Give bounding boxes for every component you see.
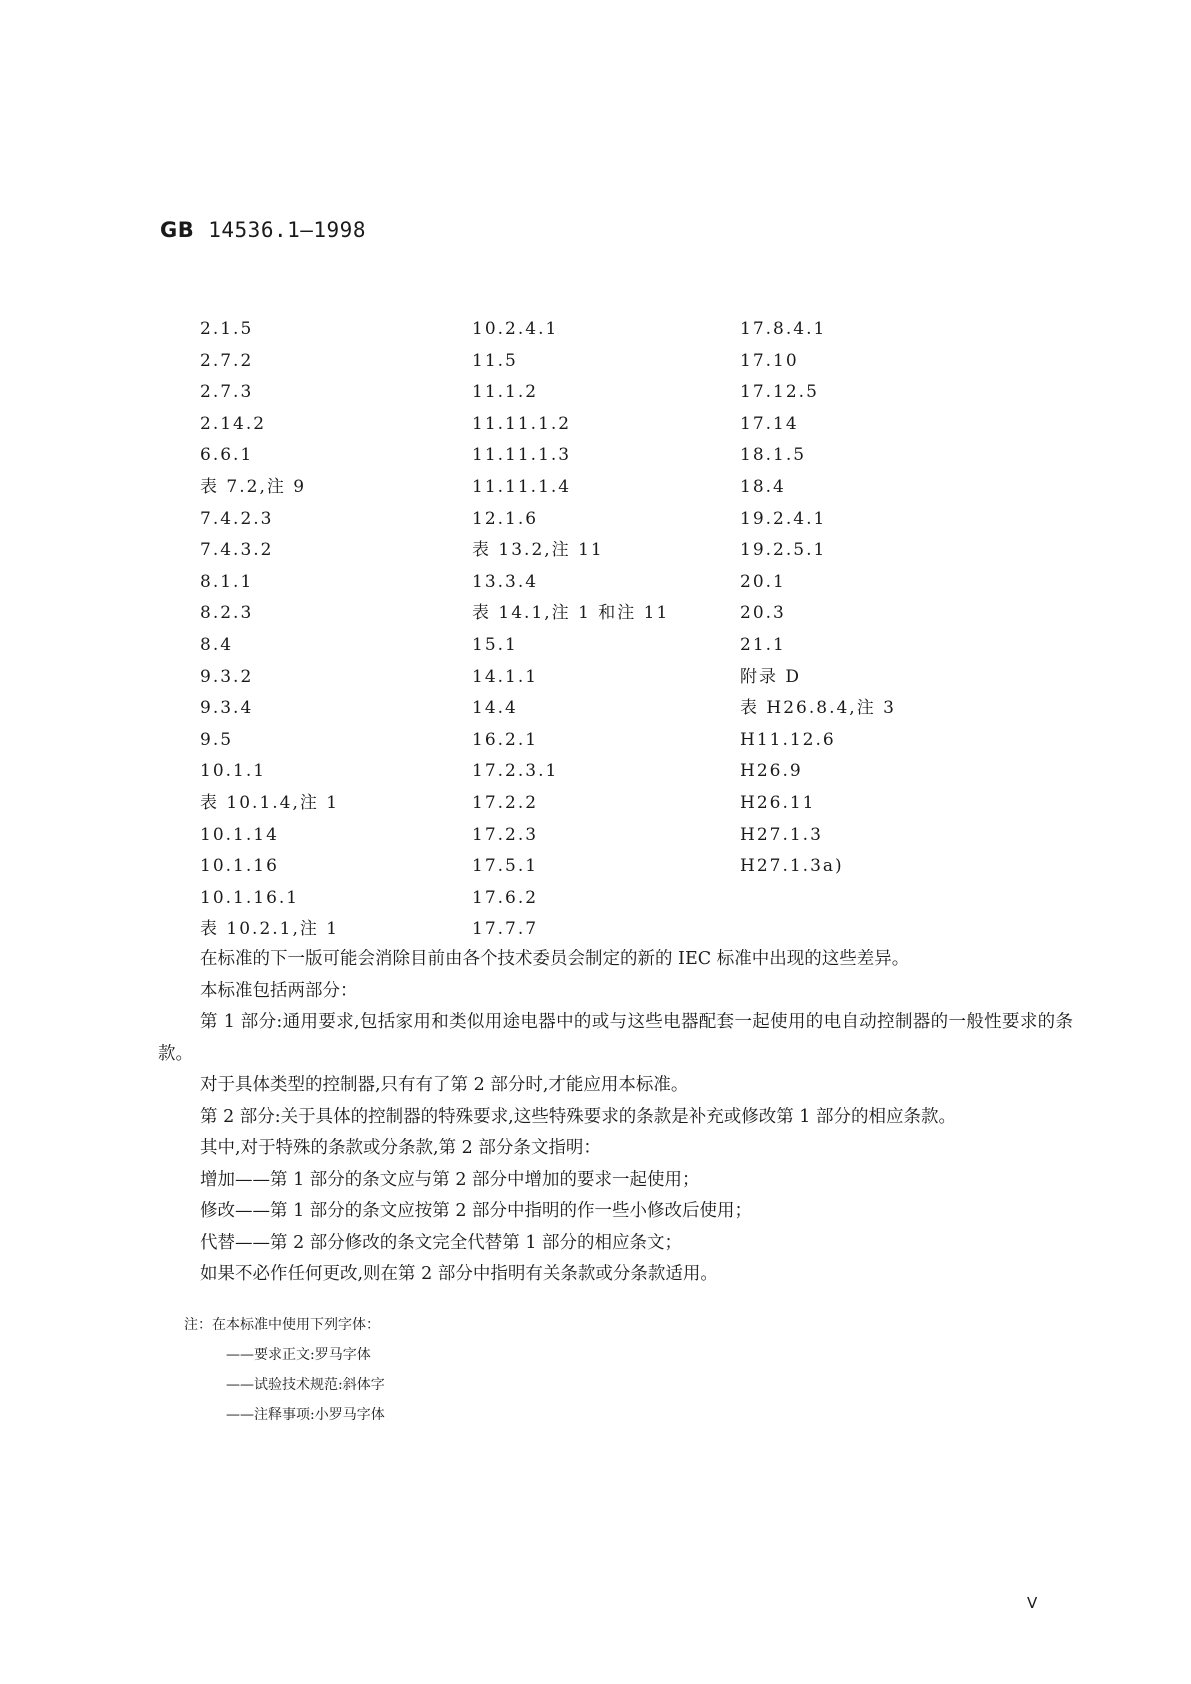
clause-reference: H26.11 (740, 792, 816, 813)
clause-reference: 17.10 (740, 350, 799, 371)
clause-reference: 11.11.1.3 (472, 445, 572, 466)
clause-reference: 20.1 (740, 571, 786, 592)
clause-reference: 7.4.2.3 (200, 508, 274, 529)
clause-reference: 17.5.1 (472, 856, 539, 877)
clause-reference: 19.2.5.1 (740, 540, 827, 561)
paragraph: 如果不必作任何更改,则在第 2 部分中指明有关条款或分条款适用。 (200, 1264, 718, 1284)
paragraph: 对于具体类型的控制器,只有有了第 2 部分时,才能应用本标准。 (200, 1075, 689, 1095)
clause-reference: 9.3.2 (200, 666, 254, 687)
paragraph: 修改——第 1 部分的条文应按第 2 部分中指明的作一些小修改后使用； (200, 1201, 753, 1221)
clause-reference: 7.4.3.2 (200, 540, 274, 561)
clause-reference: 18.1.5 (740, 445, 807, 466)
clause-reference: H26.9 (740, 761, 803, 782)
clause-reference: 12.1.6 (472, 508, 539, 529)
clause-reference: 2.14.2 (200, 413, 267, 434)
clause-reference: 表 7.2,注 9 (200, 476, 307, 497)
clause-reference: 8.4 (200, 634, 234, 655)
clause-reference: 13.3.4 (472, 571, 539, 592)
clause-reference: 17.2.3.1 (472, 761, 559, 782)
paragraph: 增加——第 1 部分的条文应与第 2 部分中增加的要求一起使用； (200, 1169, 700, 1190)
document-header (160, 218, 366, 242)
clause-reference: 14.1.1 (472, 666, 539, 687)
clause-reference: 11.5 (472, 350, 518, 371)
clause-reference: 16.2.1 (472, 729, 539, 750)
clause-reference: 附录 D (740, 666, 802, 687)
font-note (184, 1310, 385, 1430)
clause-reference: 10.1.16 (200, 856, 279, 877)
paragraph: 其中,对于特殊的条款或分条款,第 2 部分条文指明： (200, 1138, 601, 1158)
clause-reference: 2.7.2 (200, 350, 254, 371)
clause-list-column-1 (200, 314, 339, 946)
paragraph: 第 1 部分:通用要求,包括家用和类似用途电器中的或与这些电器配套一起使用的电自动控制器的一般性要求的条款。 (158, 1012, 1073, 1064)
clause-reference: 6.6.1 (200, 445, 254, 466)
clause-list-column-3 (740, 314, 896, 883)
clause-reference: 2.7.3 (200, 382, 254, 403)
paragraph: 本标准包括两部分： (200, 980, 358, 1001)
clause-reference: 表 10.2.1,注 1 (200, 919, 340, 940)
clause-reference: 15.1 (472, 634, 518, 655)
clause-reference: 8.2.3 (200, 603, 254, 624)
clause-reference: 17.7.7 (472, 919, 539, 940)
clause-reference: 9.3.4 (200, 698, 254, 719)
clause-reference: H27.1.3 (740, 824, 823, 845)
note-item: ——注释事项:小罗马字体 (226, 1407, 385, 1423)
note-item: ——要求正文:罗马字体 (226, 1347, 371, 1363)
clause-reference: H11.12.6 (740, 729, 836, 750)
page-number: V (1027, 1594, 1038, 1612)
clause-reference: 17.14 (740, 413, 799, 434)
clause-reference: 10.1.1 (200, 761, 267, 782)
clause-reference: 17.8.4.1 (740, 319, 827, 339)
clause-reference: 20.3 (740, 603, 786, 624)
body-text (158, 944, 1073, 1291)
clause-reference: 14.4 (472, 698, 518, 719)
clause-reference: 17.2.2 (472, 792, 539, 813)
clause-reference: 表 10.1.4,注 1 (200, 792, 340, 813)
standard-number: 14536.1—1998 (208, 218, 366, 242)
clause-reference: 11.11.1.4 (472, 476, 572, 497)
clause-reference: 18.4 (740, 476, 786, 497)
clause-reference: 表 14.1,注 1 和注 11 (472, 603, 670, 624)
clause-reference: 11.1.2 (472, 382, 539, 403)
paragraph: 在标准的下一版可能会消除目前由各个技术委员会制定的新的 IEC 标准中出现的这些差异。 (200, 949, 910, 969)
clause-list-column-2 (472, 314, 669, 946)
paragraph: 第 2 部分:关于具体的控制器的特殊要求,这些特殊要求的条款是补充或修改第 1 部分的相应条款。 (200, 1106, 956, 1127)
clause-reference: 表 13.2,注 11 (472, 540, 604, 561)
clause-reference: 19.2.4.1 (740, 508, 827, 529)
note-item: ——试验技术规范:斜体字 (226, 1377, 385, 1393)
clause-reference: 9.5 (200, 729, 234, 750)
clause-reference: 8.1.1 (200, 571, 254, 592)
clause-reference: 17.12.5 (740, 382, 819, 403)
clause-reference: 2.1.5 (200, 319, 254, 339)
clause-reference: 17.2.3 (472, 824, 539, 845)
clause-reference: 10.1.14 (200, 824, 279, 845)
clause-reference: 10.2.4.1 (472, 319, 559, 339)
clause-reference: 17.6.2 (472, 887, 539, 908)
standard-prefix: GB (160, 218, 195, 242)
clause-reference: 表 H26.8.4,注 3 (740, 698, 896, 719)
clause-reference: H27.1.3a) (740, 856, 844, 877)
clause-reference: 10.1.16.1 (200, 887, 300, 908)
clause-reference: 11.11.1.2 (472, 413, 572, 434)
clause-reference: 21.1 (740, 634, 786, 655)
note-intro: 注：在本标准中使用下列字体： (184, 1317, 380, 1333)
paragraph: 代替——第 2 部分修改的条文完全代替第 1 部分的相应条文； (200, 1232, 683, 1253)
